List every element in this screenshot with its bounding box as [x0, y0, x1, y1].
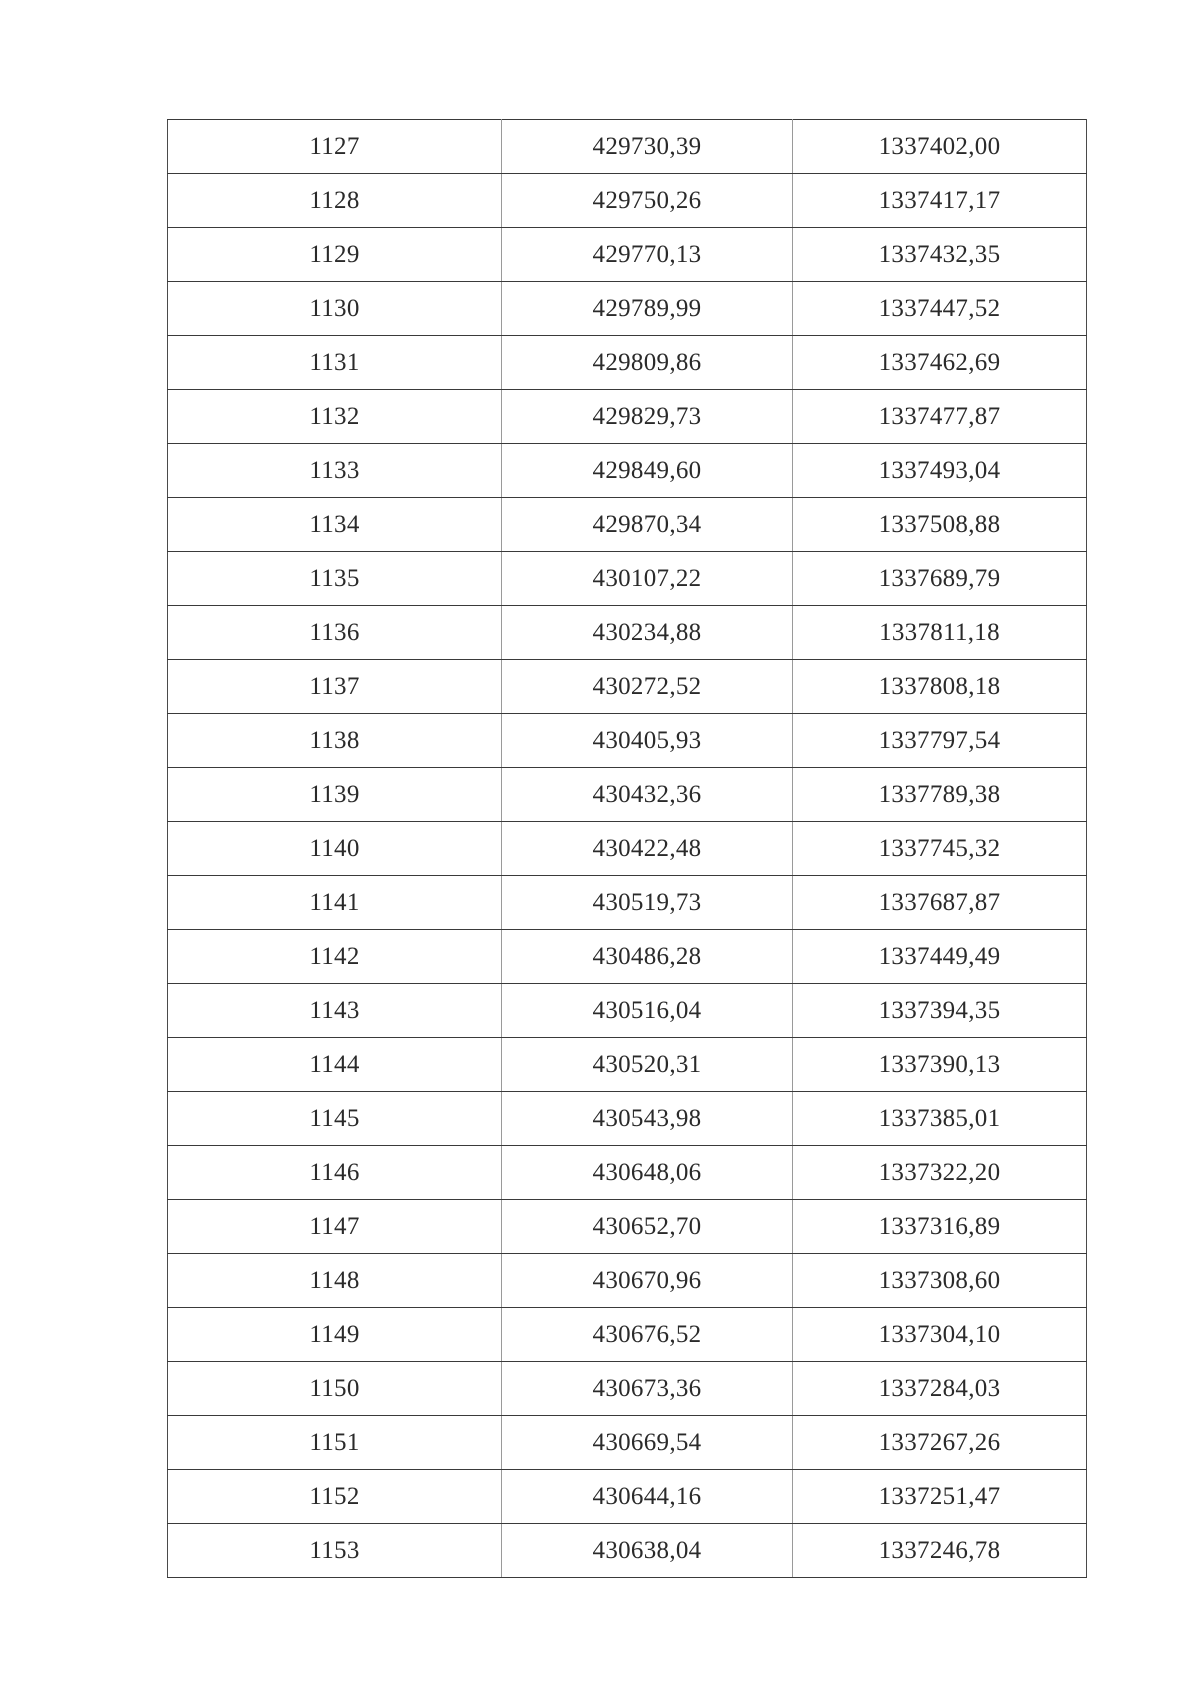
y-coordinate-cell: 1337402,00 [793, 120, 1087, 174]
y-coordinate-cell: 1337284,03 [793, 1362, 1087, 1416]
y-coordinate-cell: 1337251,47 [793, 1470, 1087, 1524]
x-coordinate-cell: 430432,36 [502, 768, 793, 822]
table-row [168, 1200, 1087, 1254]
x-coordinate-cell: 430486,28 [502, 930, 793, 984]
table-row [168, 1470, 1087, 1524]
y-coordinate-cell: 1337462,69 [793, 336, 1087, 390]
table-row [168, 1362, 1087, 1416]
y-coordinate-cell: 1337493,04 [793, 444, 1087, 498]
y-coordinate-cell: 1337267,26 [793, 1416, 1087, 1470]
y-coordinate-cell: 1337304,10 [793, 1308, 1087, 1362]
table-row [168, 444, 1087, 498]
point-number-cell: 1144 [168, 1038, 502, 1092]
table-row [168, 1416, 1087, 1470]
x-coordinate-cell: 430519,73 [502, 876, 793, 930]
table-row [168, 606, 1087, 660]
table-row [168, 930, 1087, 984]
table-row [168, 1092, 1087, 1146]
x-coordinate-cell: 430648,06 [502, 1146, 793, 1200]
x-coordinate-cell: 429750,26 [502, 174, 793, 228]
point-number-cell: 1147 [168, 1200, 502, 1254]
point-number-cell: 1132 [168, 390, 502, 444]
y-coordinate-cell: 1337432,35 [793, 228, 1087, 282]
table-row [168, 498, 1087, 552]
x-coordinate-cell: 430676,52 [502, 1308, 793, 1362]
x-coordinate-cell: 430652,70 [502, 1200, 793, 1254]
y-coordinate-cell: 1337687,87 [793, 876, 1087, 930]
table-row [168, 1308, 1087, 1362]
x-coordinate-cell: 429870,34 [502, 498, 793, 552]
x-coordinate-cell: 430516,04 [502, 984, 793, 1038]
y-coordinate-cell: 1337745,32 [793, 822, 1087, 876]
table-row [168, 984, 1087, 1038]
point-number-cell: 1128 [168, 174, 502, 228]
point-number-cell: 1133 [168, 444, 502, 498]
x-coordinate-cell: 430520,31 [502, 1038, 793, 1092]
x-coordinate-cell: 430405,93 [502, 714, 793, 768]
table-row [168, 228, 1087, 282]
x-coordinate-cell: 430670,96 [502, 1254, 793, 1308]
point-number-cell: 1139 [168, 768, 502, 822]
x-coordinate-cell: 430644,16 [502, 1470, 793, 1524]
x-coordinate-cell: 430107,22 [502, 552, 793, 606]
y-coordinate-cell: 1337394,35 [793, 984, 1087, 1038]
point-number-cell: 1127 [168, 120, 502, 174]
x-coordinate-cell: 429849,60 [502, 444, 793, 498]
point-number-cell: 1129 [168, 228, 502, 282]
point-number-cell: 1146 [168, 1146, 502, 1200]
table-row [168, 876, 1087, 930]
table-row [168, 120, 1087, 174]
y-coordinate-cell: 1337797,54 [793, 714, 1087, 768]
y-coordinate-cell: 1337308,60 [793, 1254, 1087, 1308]
x-coordinate-cell: 430638,04 [502, 1524, 793, 1578]
table-row [168, 1524, 1087, 1578]
table-row [168, 1254, 1087, 1308]
coordinates-table [167, 119, 1087, 1578]
point-number-cell: 1148 [168, 1254, 502, 1308]
y-coordinate-cell: 1337689,79 [793, 552, 1087, 606]
point-number-cell: 1143 [168, 984, 502, 1038]
y-coordinate-cell: 1337417,17 [793, 174, 1087, 228]
point-number-cell: 1134 [168, 498, 502, 552]
x-coordinate-cell: 430234,88 [502, 606, 793, 660]
point-number-cell: 1142 [168, 930, 502, 984]
y-coordinate-cell: 1337322,20 [793, 1146, 1087, 1200]
y-coordinate-cell: 1337385,01 [793, 1092, 1087, 1146]
table-row [168, 660, 1087, 714]
x-coordinate-cell: 429730,39 [502, 120, 793, 174]
y-coordinate-cell: 1337789,38 [793, 768, 1087, 822]
point-number-cell: 1145 [168, 1092, 502, 1146]
point-number-cell: 1137 [168, 660, 502, 714]
x-coordinate-cell: 430272,52 [502, 660, 793, 714]
y-coordinate-cell: 1337477,87 [793, 390, 1087, 444]
point-number-cell: 1150 [168, 1362, 502, 1416]
x-coordinate-cell: 430422,48 [502, 822, 793, 876]
y-coordinate-cell: 1337449,49 [793, 930, 1087, 984]
point-number-cell: 1152 [168, 1470, 502, 1524]
point-number-cell: 1136 [168, 606, 502, 660]
coordinates-table-body [168, 120, 1087, 1578]
table-row [168, 336, 1087, 390]
y-coordinate-cell: 1337390,13 [793, 1038, 1087, 1092]
x-coordinate-cell: 429809,86 [502, 336, 793, 390]
table-row [168, 1038, 1087, 1092]
x-coordinate-cell: 430673,36 [502, 1362, 793, 1416]
x-coordinate-cell: 429770,13 [502, 228, 793, 282]
table-row [168, 174, 1087, 228]
y-coordinate-cell: 1337808,18 [793, 660, 1087, 714]
table-row [168, 390, 1087, 444]
y-coordinate-cell: 1337246,78 [793, 1524, 1087, 1578]
point-number-cell: 1153 [168, 1524, 502, 1578]
x-coordinate-cell: 430543,98 [502, 1092, 793, 1146]
table-row [168, 282, 1087, 336]
point-number-cell: 1140 [168, 822, 502, 876]
table-row [168, 552, 1087, 606]
table-row [168, 822, 1087, 876]
table-row [168, 768, 1087, 822]
table-row [168, 1146, 1087, 1200]
point-number-cell: 1151 [168, 1416, 502, 1470]
y-coordinate-cell: 1337447,52 [793, 282, 1087, 336]
point-number-cell: 1141 [168, 876, 502, 930]
point-number-cell: 1138 [168, 714, 502, 768]
x-coordinate-cell: 429789,99 [502, 282, 793, 336]
point-number-cell: 1135 [168, 552, 502, 606]
x-coordinate-cell: 430669,54 [502, 1416, 793, 1470]
y-coordinate-cell: 1337811,18 [793, 606, 1087, 660]
point-number-cell: 1131 [168, 336, 502, 390]
y-coordinate-cell: 1337316,89 [793, 1200, 1087, 1254]
x-coordinate-cell: 429829,73 [502, 390, 793, 444]
y-coordinate-cell: 1337508,88 [793, 498, 1087, 552]
point-number-cell: 1149 [168, 1308, 502, 1362]
point-number-cell: 1130 [168, 282, 502, 336]
table-row [168, 714, 1087, 768]
